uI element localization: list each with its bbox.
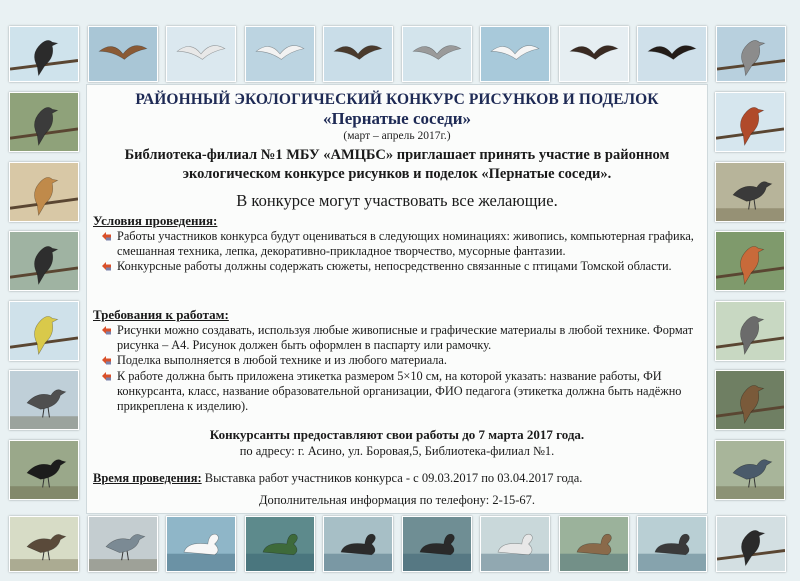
bird-photo-tern [245,26,315,82]
bird-photo-wren [715,370,785,430]
bird-image [716,371,784,429]
phone-text: Дополнительная информация по телефону: 2-15-67. [258,493,536,507]
bird-image [717,27,785,81]
bird-photo-heron [88,516,158,572]
bird-photo-shrike [9,26,79,82]
bird-photo-hoopoe [9,162,79,222]
bird-photo-wagtail [715,162,785,222]
bird-image [10,93,78,151]
bird-image [560,517,628,571]
conditions-item-1: Работы участников конкурса будут оцениваться в следующих номинациях: живопись, компьютерная графика, смешанная техника, лепка, декоративно-прикладное творчество, мусорные фантазии. [117,229,694,259]
list-item [101,259,699,274]
bird-photo-mallard [245,516,315,572]
address-text: по адресу: г. Асино, ул. Боровая,5, Библиотека-филиал №1. [239,444,555,458]
notice-panel [86,84,708,514]
conditions-item-2: Конкурсные работы должны содержать сюжеты, непосредственно связанные с птицами Томской области. [117,259,672,274]
bird-photo-swan [166,516,236,572]
bird-photo-tit-branch [715,301,785,361]
list-item [101,369,699,415]
requirements-item-2: Поделка выполняется в любой технике и из любого материала. [117,353,447,368]
contest-name: «Пернатые соседи» [322,109,471,128]
requirements-item-1: Рисунки можно создавать, используя любые живописные и графические материалы в любой технике. Формат рисунка – А4. Рисунок должен быть оформлен в паспарту или рамочку. [117,323,694,353]
bird-photo-goldeneye [323,516,393,572]
bird-photo-robin [715,231,785,291]
bird-photo-hooded-crow [9,370,79,430]
bird-image [10,302,78,360]
bird-image [717,517,785,571]
bullet-arrow-icon [101,355,112,366]
conditions-heading: Условия проведения: [93,213,218,228]
bird-image [167,27,235,81]
bird-photo-teal [559,516,629,572]
bird-photo-eagle-sky [559,26,629,82]
bird-photo-gull-white [480,26,550,82]
bird-photo-great-spotted [9,231,79,291]
list-item [101,229,699,259]
invitation-text [95,146,699,184]
bird-photo-bluethroat [715,440,785,500]
bullet-arrow-icon [101,231,112,242]
bird-photo-grebe [637,516,707,572]
bullet-arrow-icon [101,325,112,336]
bird-image [716,441,784,499]
bird-image [560,27,628,81]
timeline-label: Время проведения: [93,471,202,485]
invitation-line-2: экологическом конкурсе рисунков и поделок «Пернатые соседи». [182,166,612,182]
bird-photo-kite [323,26,393,82]
bird-image [403,517,471,571]
contest-dates: (март – апрель 2017г.) [343,130,451,142]
contest-title: РАЙОННЫЙ ЭКОЛОГИЧЕСКИЙ КОНКУРС РИСУНКОВ И ПОДЕЛОК [135,91,659,108]
bird-photo-blue-tit [9,301,79,361]
bird-image [167,517,235,571]
bird-image [638,517,706,571]
requirements-item-3: К работе должна быть приложена этикетка размером 5×10 см, на которой указать: название работы, ФИ конкурсанта, класс, название образовательной организации, ФИО педагога (этикетка должна быть надёжно прикреплена к изделию). [117,368,682,414]
bird-photo-grey-shrike [716,26,786,82]
bird-image [716,232,784,290]
bird-image [324,517,392,571]
bird-image [246,27,314,81]
bird-photo-curlew [9,516,79,572]
bird-photo-kestrel [88,26,158,82]
bird-image [10,371,78,429]
bird-photo-scaup [402,516,472,572]
bird-image [481,517,549,571]
bird-image [10,163,78,221]
bird-image [10,232,78,290]
bird-image [89,517,157,571]
bird-photo-woodpecker [9,92,79,152]
bird-image [10,27,78,81]
bird-image [638,27,706,81]
invitation-line-1: Библиотека-филиал №1 МБУ «АМЦБС» приглашает принять участие в районном [124,147,670,163]
conditions-list [101,229,699,275]
bird-image [246,517,314,571]
bird-image [10,517,78,571]
timeline-value: Выставка работ участников конкурса - с 09.03.2017 по 03.04.2017 года. [201,471,583,485]
timeline-text [93,471,701,486]
bird-photo-gull-flying [166,26,236,82]
bird-photo-shelduck [480,516,550,572]
list-item [101,353,699,368]
bullet-arrow-icon [101,371,112,382]
bird-photo-eagle-dark [637,26,707,82]
eligibility-text: В конкурсе могут участвовать все желающие. [236,191,558,210]
bird-photo-rook [9,440,79,500]
bird-photo-harrier [402,26,472,82]
requirements-list [101,323,699,414]
bird-image [716,93,784,151]
bird-image [10,441,78,499]
list-item [101,323,699,353]
bird-image [716,302,784,360]
deadline-text: Конкурсанты предоставляют свои работы до 7 марта 2017 года. [209,427,585,442]
bird-image [481,27,549,81]
bullet-arrow-icon [101,261,112,272]
bird-image [324,27,392,81]
requirements-heading: Требования к работам: [93,307,229,322]
bird-photo-cormorant [716,516,786,572]
bird-photo-redstart [715,92,785,152]
bird-image [89,27,157,81]
bird-image [403,27,471,81]
bird-image [716,163,784,221]
